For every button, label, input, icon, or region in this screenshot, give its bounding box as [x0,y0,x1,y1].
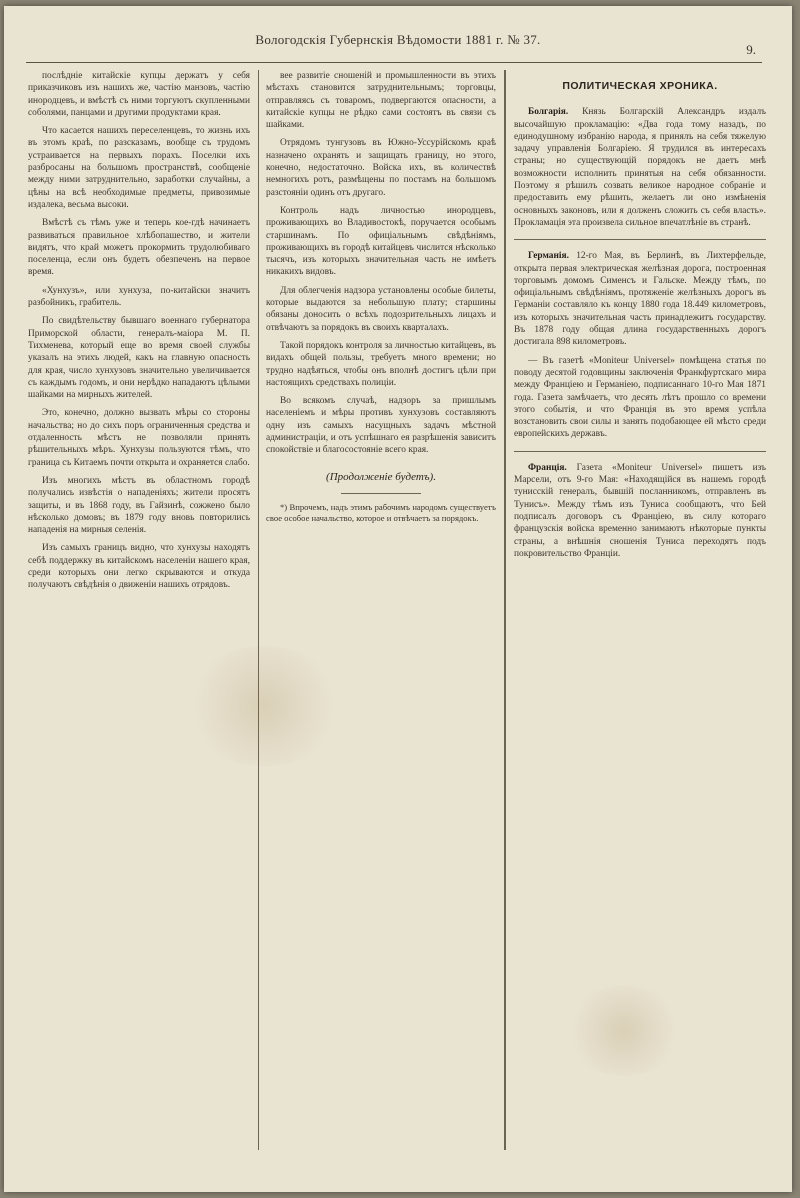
paragraph: Контроль надъ личностью инородцевъ, проживающихъ во Владивостокѣ, поручается особымъ старшинамъ. По офиціальнымъ свѣдѣніямъ, проживающихъ въ городѣ китайцевъ числится нѣсколько тысячъ, изъ которыхъ значительная часть не имѣетъ никакихъ видовъ. [266,205,496,278]
item-text: Князь Болгарскій Александръ издалъ высочайшую прокламацію: «Два года тому назадъ, по единодушному избранію народа, я принялъ на себя тяжелую задачу управленія Болгаріею. Я трудился въ интересахъ страны; но существующій порядокъ не даетъ мнѣ возможности исполнить принятыя на себя обязанности. Поэтому я рѣшилъ созвать великое народное собраніе и предоставить ему рѣшить, желаетъ ли оно измѣненія основныхъ законовъ, или я долженъ сложить съ себя власть». Прокламація эта произвела сильное впечатлѣніе въ странѣ. [514,107,766,228]
item-text: — Въ газетѣ «Moniteur Universel» помѣщена статья по поводу десятой годовщины заключенія Франкфуртскаго мира между Франціею и Германіею, подписаннаго 10-го Мая 1871 года. Газета замѣчаетъ, что десять лѣтъ прошло со времени этого событія, и что Франція въ это время успѣла возстановить свои силы и занять подобающее ей мѣсто среди европейскихъ державъ. [514,355,766,440]
footnote-rule [341,493,421,494]
paragraph: «Хунхузъ», или хунхуза, по-китайски значитъ разбойникъ, грабитель. [28,285,250,309]
masthead: Вологодскія Губернскія Вѣдомости 1881 г. № 37. [255,32,541,47]
item-text: 12-го Мая, въ Берлинѣ, въ Лихтерфельде, открыта первая электрическая желѣзная дорога, построенная торговымъ домомъ Сименсъ и Гальске. Между тѣмъ, по офиціальнымъ свѣдѣніямъ, протяженіе желѣзныхъ дорогъ въ Германіи составляло къ концу 1880 года 18.449 километровъ, изъ которыхъ значительная часть принадлежитъ государству. Въ 1878 году общая длина государственныхъ дорогъ достигала 898 километровъ. [514,251,766,348]
column-divider [504,70,506,1150]
newspaper-page [4,6,792,1192]
header-rule [26,62,762,63]
item-lead: Германія. [528,251,569,262]
column-1 [28,70,250,1180]
item-lead: Франція. [528,462,567,473]
news-item-germany-2 [514,355,766,441]
item-lead: Болгарія. [528,107,569,118]
footnote: *) Впрочемъ, надъ этимъ рабочимъ народомъ существуетъ свое особое начальство, которое и отвѣчаетъ за порядокъ. [266,501,496,523]
paragraph: Что касается нашихъ переселенцевъ, то жизнь ихъ въ этомъ краѣ, по разсказамъ, вообще съ трудомъ устраивается на первыхъ порахъ. Поселки ихъ разбросаны на большомъ пространствѣ, сообщеніе между ними затруднительно, заработки случайны, а цѣны на всѣ необходимые предметы, привозимые издалека, весьма высоки. [28,126,250,210]
paragraph: Изъ самыхъ границъ видно, что хунхузы находятъ себѣ поддержку въ китайскомъ населеніи нашего края, среди которыхъ они легко скрываются и откуда получаютъ свѣдѣнія о движеніи нашихъ отрядовъ. [28,543,250,591]
continued-note: (Продолженіе будетъ). [326,470,436,483]
paragraph: Такой порядокъ контроля за личностью китайцевъ, въ видахъ общей пользы, требуетъ много времени; но трудно надѣяться, чтобы онъ вполнѣ достигъ цѣли при настоящихъ средствахъ полиціи. [266,340,496,388]
paragraph: послѣдніе китайскіе купцы держатъ у себя приказчиковъ изъ нашихъ же, частію манзовъ, частію инородцевъ, и вмѣстѣ съ ними торгуютъ скупленными соболями, панцами и другими продуктами края. [28,71,250,118]
item-divider [514,451,766,452]
section-title: ПОЛИТИЧЕСКАЯ ХРОНИКА. [562,80,718,92]
news-item-germany [514,250,766,348]
page-number: 9. [746,42,756,57]
paragraph: Отрядомъ тунгузовъ въ Южно-Уссурійскомъ краѣ назначено охранять и защищать границу, но этого, конечно, недостаточно. Войска ихъ, въ количествѣ немногихъ ротъ, размѣщены по постамъ на большомъ разстояніи одинъ отъ другаго. [266,138,496,198]
news-item-france [514,462,766,560]
column-divider [258,70,259,1150]
paragraph: Вмѣстѣ съ тѣмъ уже и теперь кое-гдѣ начинаетъ развиваться правильное хлѣбопашество, и жители видятъ, что край можетъ прокормить трудолюбиваго поселенца, если онъ будетъ обезпеченъ на первое время. [28,218,250,278]
paragraph: Изъ многихъ мѣстъ въ областномъ городѣ получались извѣстія о нападеніяхъ; жители просятъ защиты, и въ 1868 году, въ Гайзинѣ, сожжено было нѣсколько домовъ; въ 1879 году вновь повторились нападенія на мирныя селенія. [28,475,250,536]
paragraph: Для облегченія надзора установлены особые билеты, которые выдаются за небольшую плату; старшины обязаны доносить о всѣхъ подозрительныхъ лицахъ и отвѣчаютъ за порядокъ въ своихъ кварталахъ. [266,285,496,333]
item-divider [514,239,766,240]
paragraph: Это, конечно, должно вызвать мѣры со стороны начальства; но до сихъ поръ ограниченныя средства и отдаленность мѣстъ не позволяли принять рѣшительныхъ мѣръ. Хунхузы пользуются тѣмъ, что граница съ Китаемъ почти открыта и охраняется слабо. [28,408,250,468]
column-3 [514,70,766,1180]
column-2 [266,70,496,1180]
paragraph: Во всякомъ случаѣ, надзоръ за пришлымъ населеніемъ и мѣры противъ хунхузовъ составляютъ одну изъ самыхъ насущныхъ задачъ мѣстной администраціи, и отъ успѣшнаго ея разрѣшенія зависитъ спокойствіе и благосостояніе всего края. [266,396,496,456]
paragraph: вее развитіе сношеній и промышленности въ этихъ мѣстахъ становится затруднительнымъ; торговцы, отправляясь съ товаромъ, подвергаются опасности, а китайскіе купцы не рѣдко сами состоятъ въ связи съ шайками. [266,71,496,131]
paragraph: По свидѣтельству бывшаго военнаго губернатора Приморской области, генералъ-маіора М. П. Тихменева, который еще во время своей службы указалъ на этихъ людей, какъ на главную опасность для края, число хунхузовъ значительно увеличивается съ каждымъ годомъ, и они нерѣдко нападаютъ цѣлыми шайками на мирныхъ жителей. [28,316,250,401]
item-text: Газета «Moniteur Universel» пишетъ изъ Марсели, отъ 9-го Мая: «Находящійся въ нашемъ городѣ тунисскій генералъ, бывшій посланникомъ, отправленъ въ Тунисъ». Между тѣмъ изъ Туниса сообщаютъ, что Бей подписалъ договоръ съ Франціею, въ силу котораго французскія войска временно занимаютъ нѣкоторые пункты страны, а внѣшнія сношенія Туниса переходятъ подъ покровительство Франціи. [514,462,766,559]
news-item-bulgaria [514,106,766,229]
